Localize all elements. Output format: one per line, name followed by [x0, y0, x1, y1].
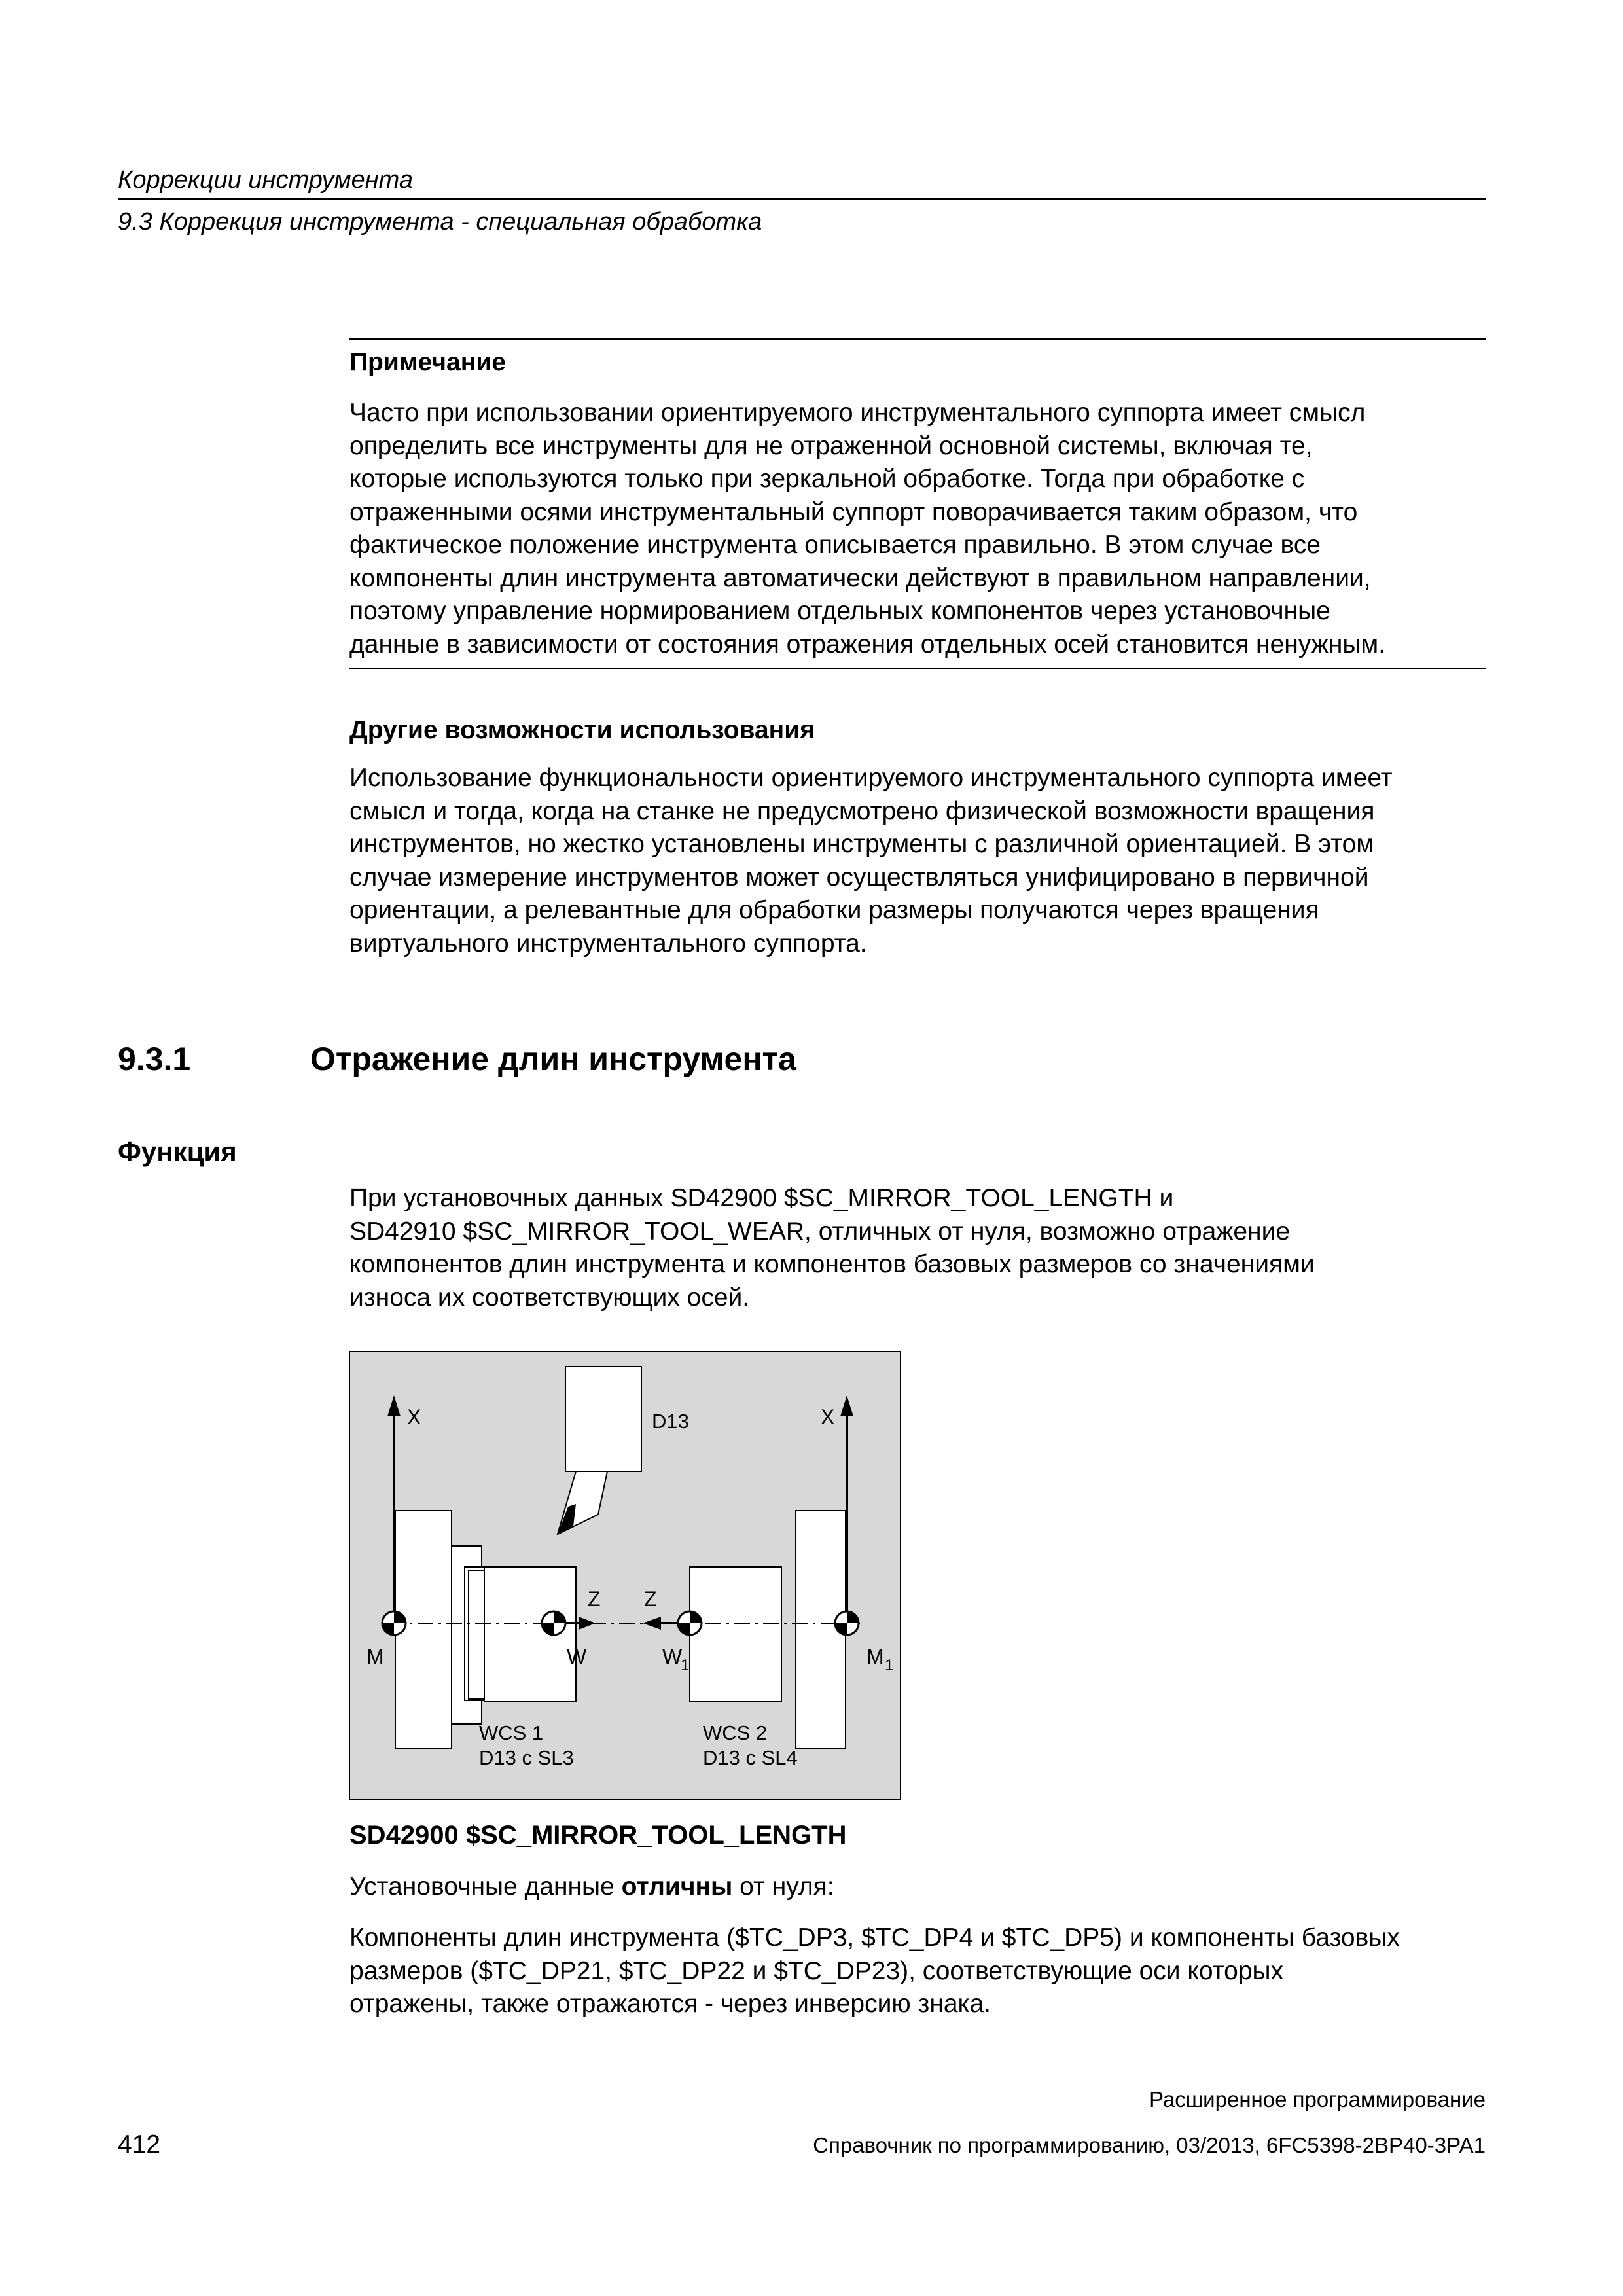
note-bottom-rule: [349, 668, 1486, 669]
left-z-label: Z: [588, 1587, 601, 1611]
machine-zero-m-icon: [382, 1611, 406, 1635]
note-body: [349, 397, 1488, 661]
left-workpiece: [484, 1567, 576, 1702]
header-rule: [118, 198, 1486, 200]
note-title: Примечание: [349, 348, 506, 376]
sd42900-title: SD42900 $SC_MIRROR_TOOL_LENGTH: [349, 1821, 847, 1850]
sd42900-line: размеров ($TC_DP21, $TC_DP22 и $TC_DP23), соответствующие оси которых: [349, 1956, 1284, 1985]
note-line: поэтому управление нормированием отдельных компонентов через установочные: [349, 597, 1330, 625]
right-x-label: X: [821, 1405, 835, 1429]
wcs1-caption: WCS 1: [479, 1721, 544, 1744]
sd42900-line: отражены, также отражаются - через инверсию знака.: [349, 1990, 991, 2018]
sd42900-line: Компоненты длин инструмента ($TC_DP3, $TC_DP4 и $TC_DP5) и компоненты базовых: [349, 1924, 1400, 1952]
other-uses-body: [349, 762, 1488, 960]
other-uses-line: случае измерение инструментов может осуществляться унифицировано в первичной: [349, 863, 1369, 891]
other-uses-title: Другие возможности использования: [349, 716, 815, 744]
page-number: 412: [118, 2130, 161, 2159]
note-line: которые используются только при зеркальной обработке. Тогда при обработке с: [349, 465, 1305, 493]
machine-zero-m1-icon: [835, 1611, 859, 1635]
w1-label: W: [662, 1645, 683, 1668]
running-header-section: 9.3 Коррекция инструмента - специальная обработка: [118, 208, 762, 236]
function-line: При установочных данных SD42900 $SC_MIRROR_TOOL_LENGTH и: [349, 1184, 1174, 1212]
m1-label: M: [866, 1645, 884, 1668]
m-label: M: [366, 1645, 384, 1668]
workpiece-zero-w-icon: [542, 1611, 565, 1635]
tool-holder: [565, 1367, 641, 1471]
section-number: 9.3.1: [118, 1041, 191, 1077]
function-heading: Функция: [118, 1136, 237, 1167]
w1-subscript: 1: [681, 1657, 690, 1674]
left-chuck-face: [469, 1571, 484, 1699]
function-line: компонентов длин инструмента и компонентов базовых размеров со значениями: [349, 1250, 1315, 1278]
note-line: отраженными осями инструментальный суппорт поворачивается таким образом, что: [349, 497, 1358, 526]
other-uses-line: смысл и тогда, когда на станке не предусмотрено физической возможности вращения: [349, 797, 1375, 825]
other-uses-line: Использование функциональности ориентируемого инструментального суппорта имеет: [349, 764, 1393, 792]
footer-reference: Справочник по программированию, 03/2013, 6FC5398-2BP40-3PA1: [813, 2133, 1486, 2157]
note-line: компоненты длин инструмента автоматически действуют в правильном направлении,: [349, 564, 1371, 592]
mirror-tool-length-figure: [349, 1351, 901, 1800]
function-line: износа их соответствующих осей.: [349, 1283, 750, 1312]
tool-label: D13: [652, 1410, 689, 1433]
note-line: Часто при использовании ориентируемого инструментального суппорта имеет смысл: [349, 399, 1366, 427]
m1-subscript: 1: [885, 1657, 894, 1674]
other-uses-line: инструментов, но жестко установлены инструменты с различной ориентацией. В этом: [349, 830, 1374, 858]
other-uses-line: виртуального инструментального суппорта.: [349, 929, 867, 958]
right-workpiece: [690, 1567, 781, 1702]
sd42900-condition-pre: Установочные данные: [349, 1873, 622, 1901]
running-header-chapter: Коррекции инструмента: [118, 166, 414, 194]
sd42900-condition-post: от нуля:: [732, 1873, 834, 1901]
footer-book-title: Расширенное программирование: [1149, 2087, 1486, 2111]
function-line: SD42910 $SC_MIRROR_TOOL_WEAR, отличных от нуля, возможно отражение: [349, 1217, 1291, 1246]
sd42900-condition: [349, 1871, 1488, 1904]
figure-svg: [349, 1351, 901, 1800]
note-line: фактическое положение инструмента описывается правильно. В этом случае все: [349, 531, 1321, 559]
note-line: данные в зависимости от состояния отражения отдельных осей становится ненужным.: [349, 630, 1386, 658]
w-label: W: [567, 1645, 587, 1668]
section-title: Отражение длин инструмента: [310, 1041, 796, 1077]
wcs1-tool-caption: D13 с SL3: [479, 1746, 574, 1769]
note-line: определить все инструменты для не отраженной основной системы, включая те,: [349, 431, 1313, 460]
right-z-label: Z: [644, 1587, 657, 1611]
other-uses-line: ориентации, а релевантные для обработки размеры получаются через вращения: [349, 896, 1319, 924]
workpiece-zero-w1-icon: [678, 1611, 702, 1635]
note-top-rule: [349, 338, 1486, 340]
wcs2-caption: WCS 2: [703, 1721, 768, 1744]
sd42900-condition-bold: отличны: [621, 1873, 733, 1901]
left-x-label: X: [407, 1405, 421, 1429]
sd42900-body: [349, 1922, 1488, 2021]
function-body: [349, 1182, 1488, 1314]
wcs2-tool-caption: D13 с SL4: [703, 1746, 798, 1769]
